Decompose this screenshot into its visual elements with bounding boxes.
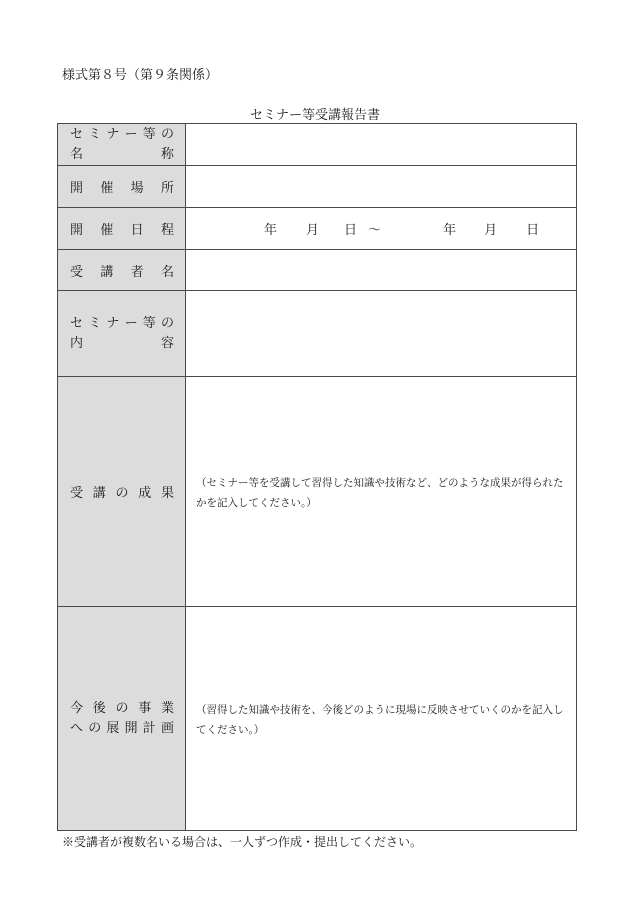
row-attendee — [58, 250, 577, 291]
field-seminar-name[interactable] — [186, 124, 577, 166]
row-content — [58, 291, 577, 377]
label-seminar-name: セ ミ ナ ー 等 の 名 称 — [58, 124, 186, 166]
report-table — [57, 123, 577, 831]
label-venue: 開 催 場 所 — [58, 166, 186, 208]
start-month-label: 月 — [306, 223, 320, 238]
footnote: ※受講者が複数名いる場合は、一人ずつ作成・提出してください。 — [62, 835, 423, 849]
row-venue — [58, 166, 577, 208]
field-plan[interactable] — [186, 607, 577, 831]
document-title: セミナー等受講報告書 — [249, 108, 380, 123]
field-results[interactable] — [186, 377, 577, 607]
label-dates: 開 催 日 程 — [58, 208, 186, 250]
form-number: 様式第８号（第９条関係） — [62, 68, 219, 83]
end-month-label: 月 — [484, 223, 498, 238]
results-hint: （セミナー等を受講して習得した知識や技術など、どのような成果が得られたかを記入してください。） — [196, 476, 564, 509]
field-venue[interactable] — [186, 166, 577, 208]
label-results: 受 講 の 成 果 — [58, 377, 186, 607]
row-results — [58, 377, 577, 607]
start-day-label: 日 — [344, 223, 358, 238]
end-day-label: 日 — [526, 223, 540, 238]
row-seminar-name — [58, 124, 577, 166]
label-attendee: 受 講 者 名 — [58, 250, 186, 291]
row-dates — [58, 208, 577, 250]
end-year-label: 年 — [443, 223, 457, 238]
field-content[interactable] — [186, 291, 577, 377]
label-plan: 今 後 の 事 業 へ の 展 開 計 画 — [58, 607, 186, 831]
field-dates[interactable] — [186, 208, 577, 250]
start-year-label: 年 — [264, 223, 278, 238]
tilde-separator: ～ — [368, 223, 382, 238]
plan-hint: （習得した知識や技術を、今後どのように現場に反映させていくのかを記入してください。） — [196, 703, 564, 736]
label-content: セ ミ ナ ー 等 の 内 容 — [58, 291, 186, 377]
row-plan — [58, 607, 577, 831]
field-attendee[interactable] — [186, 250, 577, 291]
